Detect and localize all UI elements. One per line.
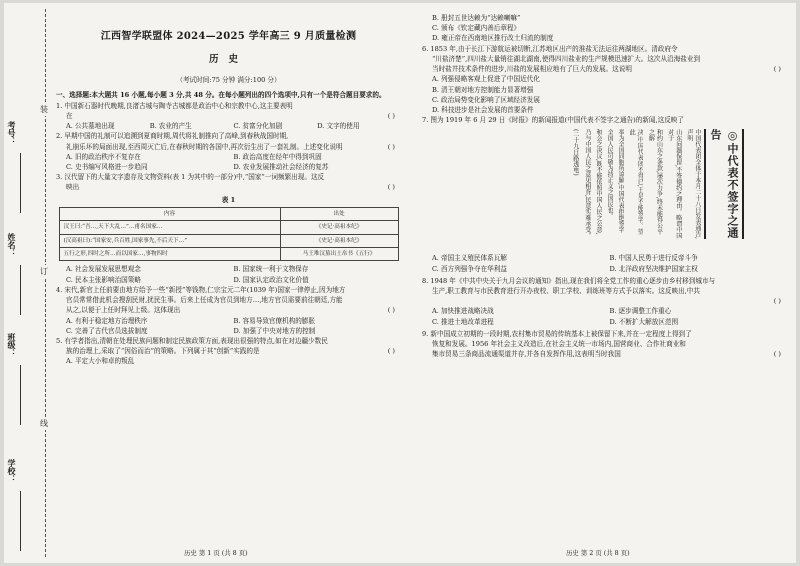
option-b: B. 国家统一利于文物保存	[233, 265, 309, 274]
option-a: A. 平定大小和卓的叛乱	[66, 357, 135, 366]
source-table	[59, 207, 399, 262]
table-row	[59, 221, 398, 234]
table-header-row	[59, 207, 398, 220]
options	[56, 162, 401, 172]
option-a: A. 社会发展发展思想观念	[66, 265, 141, 274]
question-5-continued	[422, 13, 787, 44]
question-9	[422, 329, 787, 360]
question-text: 族的治理上,采取了“因俗而治”的策略。下列属于其“创新”实践的是 ( )	[66, 347, 395, 356]
newspaper-clipping	[554, 129, 744, 247]
question-text: 从之,以便于上任时拜见上级。这体现出 ( )	[66, 306, 395, 315]
answer-paren: ( )	[387, 306, 395, 315]
options	[56, 152, 401, 162]
options	[56, 121, 401, 131]
option-d: D. 加强了中央对地方的控制	[233, 326, 316, 335]
option-c: C. 史书编写风格进一步趋同	[66, 162, 148, 171]
table-header: 出处	[280, 207, 398, 220]
seal-char: 订	[40, 267, 48, 276]
question-text: 礼崩乐坏的局面出现,至西周灭亡后,在春秋时期的各国中,再次衍生出了一套礼制。上述变化说明 ( )	[66, 142, 395, 151]
page-footer-right: 历史 第 2 页 (共 8 页)	[566, 549, 630, 557]
table-row	[59, 234, 398, 247]
options	[422, 253, 787, 263]
exam-sheet	[4, 3, 796, 563]
question-text: 官员常常借此机会搜刮民财,扰民生事。后来上任成为官员到地方…,地方官员需要前往朝廷,方能	[66, 296, 343, 305]
question-text: 8. 1948 年《中共中央关于九月会议的通知》指出,现在我们将全党工作的重心逐步由乡村移到城市与	[422, 276, 716, 285]
name-line	[20, 265, 21, 315]
exam-subject: 历史	[208, 53, 248, 65]
exam-title: 江西智学联盟体 2024—2025 学年高三 9 月质量检测	[100, 31, 357, 42]
question-text: 当时盐井技术条件的进步,川盐的发展相应地有了巨大的发展。这说明 ( )	[432, 65, 781, 74]
exam-number-line	[20, 153, 21, 213]
answer-paren: ( )	[387, 111, 395, 120]
clipping-text-column: 决,中国代表团不得已,于是不能签字。望此	[628, 129, 644, 236]
options	[56, 316, 401, 326]
option-d: D. 北洋政府坚决维护国家主权	[609, 264, 698, 273]
school-line	[20, 491, 21, 551]
page-footer-left: 历史 第 1 页 (共 8 页)	[184, 549, 248, 557]
table-cell: 《史记·高祖本纪》	[280, 221, 398, 234]
clipping-text-column: 和会之决议,既不能依照中国人民之公意,	[594, 129, 602, 236]
option-d: D. 文字的使用	[317, 122, 360, 131]
seal-char: 线	[40, 419, 48, 428]
option-b: B. 容易导致官僚机构的膨胀	[233, 316, 316, 325]
question-text: “川盐济楚”,四川盐大量销往湖北湖南,使得四川盐业的生产规模迅速扩大。这次从沿海盐业到	[432, 54, 701, 63]
table-cell: 马王堆汉墓出土帛书《五行》	[280, 248, 398, 261]
left-page	[56, 3, 401, 367]
answer-line	[422, 296, 787, 306]
option-b: B. 政治高度在经年中得到巩固	[233, 152, 322, 161]
answer-paren: ( )	[773, 350, 781, 359]
option-a: A. 旧的政治秩序不复存在	[66, 152, 141, 161]
option-d: D. 雍正帝在西南地区推行改土归流的制度	[432, 34, 554, 43]
option-a: A. 帝国主义殖民体系瓦解	[432, 254, 507, 263]
option-c: C. 颁布《钦定藏内善后章程》	[432, 24, 521, 33]
clipping-text-column: 全国人民可敬为持正义之国民也。	[606, 129, 614, 220]
option-c: C. 推进土地改革进程	[432, 317, 494, 326]
class-line	[20, 365, 21, 425]
table-cell: 五行之形,四时之所…而以国家…,事物四时	[59, 248, 280, 261]
clipping-text-column: 和约山东之条款,屡次力争,终未能得公平之解	[647, 129, 663, 236]
class-label: 班级：	[7, 333, 17, 357]
name-label: 姓名：	[7, 233, 17, 257]
exam-info: （考试时间:75 分钟 满分:100 分）	[176, 76, 281, 85]
option-a: A. 加快推进战略决战	[432, 307, 494, 316]
options	[422, 317, 787, 327]
table-row	[59, 248, 398, 261]
school-label: 学校：	[7, 459, 17, 483]
question-text: 9. 新中国成立初期的一段时期,农村集市贸易的传统基本上被保留下来,并在一定程度上得到了	[422, 329, 692, 338]
table-cell: 《史记·高祖本纪》	[280, 234, 398, 247]
seal-char: 装	[40, 105, 48, 114]
option-a: A. 有利于稳定地方治理秩序	[66, 316, 148, 325]
answer-paren: ( )	[773, 297, 781, 306]
question-6	[422, 44, 787, 116]
question-text: 映出 ( )	[66, 183, 395, 192]
answer-paren: ( )	[773, 65, 781, 74]
option-b: B. 中国人民勇于进行反帝斗争	[609, 254, 698, 263]
table-caption: 表 1	[221, 195, 236, 204]
right-page	[422, 13, 787, 359]
option-c: C. 完善了古代官员选拔制度	[66, 326, 148, 335]
table-header: 内容	[59, 207, 280, 220]
question-text: 5. 有学者指出,清朝在处理民族问题和制定民族政策方面,表现出很强的特点,如在对边疆少数民	[56, 336, 328, 345]
clipping-headline: ◎中代表不签字之通告	[704, 129, 744, 239]
binding-dash-line	[45, 9, 46, 557]
option-b: B. 农业的产生	[149, 122, 192, 131]
option-a: A. 公共墓地出现	[66, 122, 115, 131]
question-text: 在 ( )	[66, 111, 395, 120]
clipping-text-column: 中国代表团全体于本月二十八日发表通告,声明	[685, 129, 701, 240]
question-1	[56, 101, 401, 132]
question-4	[56, 285, 401, 336]
option-d: D. 国家认定政治文化价值	[233, 275, 309, 284]
exam-number-label: 考号：	[7, 121, 17, 145]
option-b: B. 清王朝对地方控制能力显著增强	[432, 85, 534, 94]
option-c: C. 贫富分化加剧	[233, 122, 283, 131]
answer-paren: ( )	[387, 183, 395, 192]
question-text: 6. 1853 年,由于长江下游航运被切断,江苏地区出产的淮盐无法运往两湖地区。清政府令	[422, 44, 678, 53]
options	[422, 264, 787, 274]
option-c: C. 政治局势变化影响了区域经济发展	[432, 95, 540, 104]
option-d: D. 科技进步是社会发展的首要条件	[432, 105, 534, 114]
question-2	[56, 131, 401, 172]
option-b: B. 逐步调整工作重心	[609, 307, 672, 316]
clipping-text-column: 举为全国同胞所谅解,中国代表拒绝签字	[617, 129, 625, 234]
table-cell: 汉王曰:“吾…,天下大乱…”…甫名国家…	[59, 221, 280, 234]
option-c: C. 西方列强争夺在华利益	[432, 264, 507, 273]
options	[56, 326, 401, 336]
answer-paren: ( )	[387, 142, 395, 151]
question-7	[422, 115, 787, 274]
options	[56, 264, 401, 274]
question-text: 2. 早期中国的礼制可以追溯到夏商时期,周代将礼制推向了高峰,到春秋战国时期,	[56, 132, 289, 141]
options	[56, 275, 401, 285]
question-8	[422, 276, 787, 327]
section-instructions: 一、选择题:本大题共 16 小题,每小题 3 分,共 48 分。在每小题列出的四个选项中,只有一个是符合题目要求的。	[56, 91, 386, 100]
option-d: D. 农业发展推动社会经济的复苏	[233, 162, 329, 171]
option-a: A. 列强侵略客观上促进了中国近代化	[432, 75, 540, 84]
answer-paren: ( )	[387, 347, 395, 356]
question-text: 4. 宋代,新官上任前要由地方给予一些“新授”等钱物,仁宗宝元二年(1039 年)国家一律停止,因为地方	[56, 285, 346, 294]
question-text: 恢复和发展。1956 年社会主义改造后,在社会主义统一市场内,国营商业、合作社商业和	[432, 339, 686, 348]
clipping-text-column: 山东问题保留,不签德约之理由。略谓中国对于	[666, 129, 682, 240]
options	[422, 306, 787, 316]
question-3	[56, 172, 401, 285]
binding-strip	[4, 3, 54, 563]
question-5	[56, 336, 401, 367]
question-text: 1. 中国新石器时代晚期,良渚古城与陶寺古城都是政治中心和宗教中心,这主要表明	[56, 101, 293, 110]
clipping-dateline: (二十九日路透电)	[571, 129, 579, 177]
option-d: D. 不断扩大解放区范围	[609, 317, 679, 326]
option-c: C. 民本主张影响治国策略	[66, 275, 141, 284]
option-b: B. 册封五世达赖为“达赖喇嘛”	[432, 14, 521, 22]
table-cell: (汉高祖曰):“国家安,兵百姓,国家事先,不后天下…”	[59, 234, 280, 247]
question-text: 生产,职工教育与市民教育进行开办夜校、职工学校、训练班等方式予以落实。这反映出,中共	[432, 287, 700, 296]
question-text: 集市贸易三条商品流通渠道并存,并各自发挥作用,这表明当时我国 ( )	[432, 350, 781, 359]
clipping-text-column: 乃与中国人民之意见相背,民意实难承受。	[583, 129, 591, 240]
question-text: 3. 汉代留下的大量文字遗存及文物资料(表 1 为其中的一部分)中,“国家”一词频繁出现。这反	[56, 173, 325, 182]
question-text: 7. 图为 1919 年 6 月 29 日《时报》的新闻报道(中国代表不签字之通告)的新闻,这反映了	[422, 116, 684, 125]
